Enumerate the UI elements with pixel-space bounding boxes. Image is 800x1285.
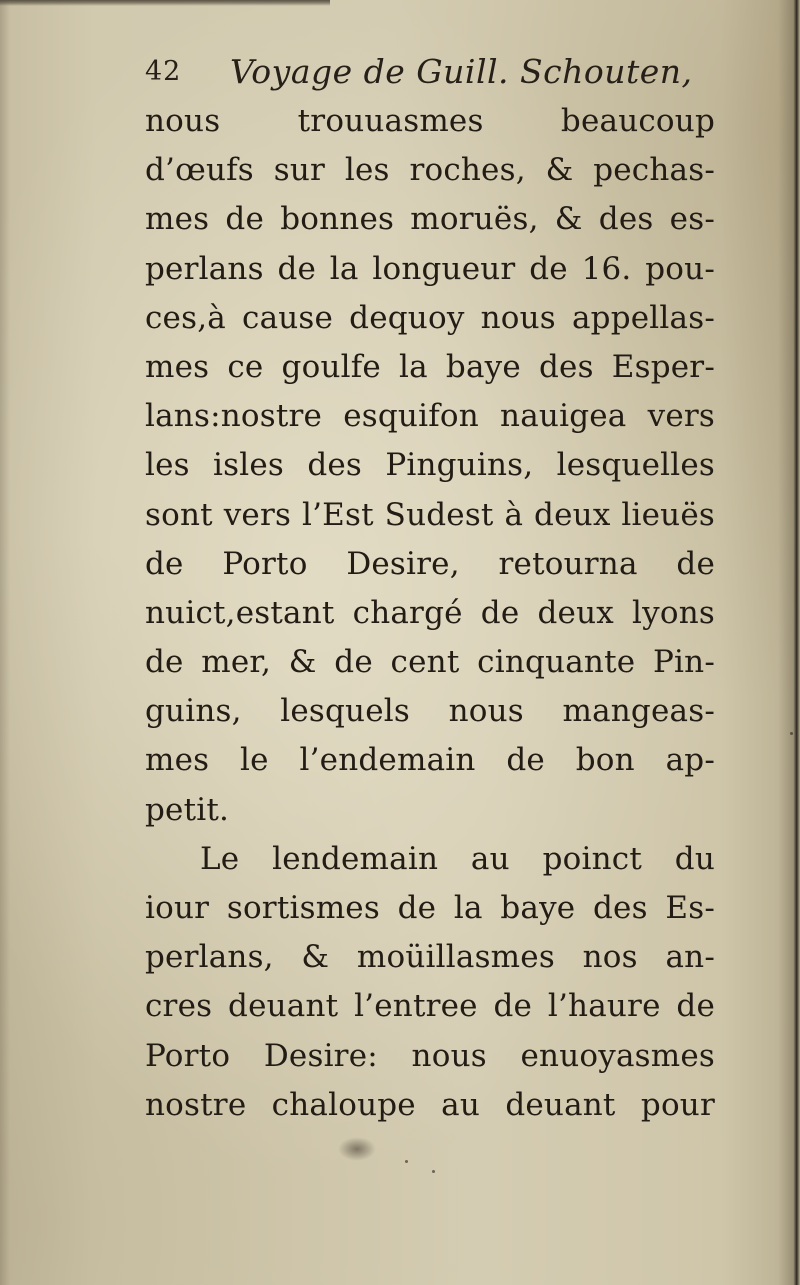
text-line: guins, lesquels nous mangeas-	[145, 693, 715, 730]
text-line: mes de bonnes moruës, & des es-	[145, 201, 715, 238]
text-line: iour sortismes de la baye des Es-	[145, 890, 715, 926]
paragraph-start-line: Le lendemain au poinct du	[200, 840, 715, 877]
paragraph-end-line: petit.	[145, 791, 230, 828]
text-line: perlans de la longueur de 16. pou-	[145, 250, 715, 287]
running-title: Voyage de Guill. Schouten,	[230, 52, 693, 91]
text-line: lans:nostre esquifon nauigea vers	[145, 398, 715, 435]
top-edge-shadow	[0, 0, 330, 6]
page-header	[145, 48, 705, 92]
text-line: les isles des Pinguins, lesquelles	[145, 447, 715, 484]
text-line: mes ce goulfe la baye des Esper-	[145, 348, 715, 385]
text-line: de Porto Desire, retourna de	[145, 545, 715, 582]
text-line: ces,à cause dequoy nous appellas-	[145, 299, 715, 336]
text-line: nous trouuasmes beaucoup	[145, 103, 715, 139]
text-line: perlans, & moüillasmes nos an-	[145, 939, 715, 976]
ink-speck	[432, 1170, 435, 1173]
text-line: cres deuant l’entree de l’haure de	[145, 988, 715, 1025]
text-line: nuict,estant chargé de deux lyons	[145, 594, 715, 631]
text-line: mes le l’endemain de bon ap-	[145, 742, 715, 779]
page-gutter-edge	[778, 0, 800, 1285]
text-line: d’œufs sur les roches, & pechas-	[145, 152, 715, 189]
ink-blot	[338, 1137, 376, 1161]
page-number: 42	[145, 56, 182, 87]
text-line: Porto Desire: nous enuoyasmes	[145, 1037, 715, 1074]
ink-speck	[790, 732, 793, 735]
ink-speck	[405, 1160, 408, 1163]
body-text	[145, 97, 715, 1130]
text-line: nostre chaloupe au deuant pour	[145, 1086, 715, 1123]
text-line: sont vers l’Est Sudest à deux lieuës	[145, 496, 715, 533]
text-line: de mer, & de cent cinquante Pin-	[145, 644, 715, 681]
page-left-edge	[0, 0, 10, 1285]
